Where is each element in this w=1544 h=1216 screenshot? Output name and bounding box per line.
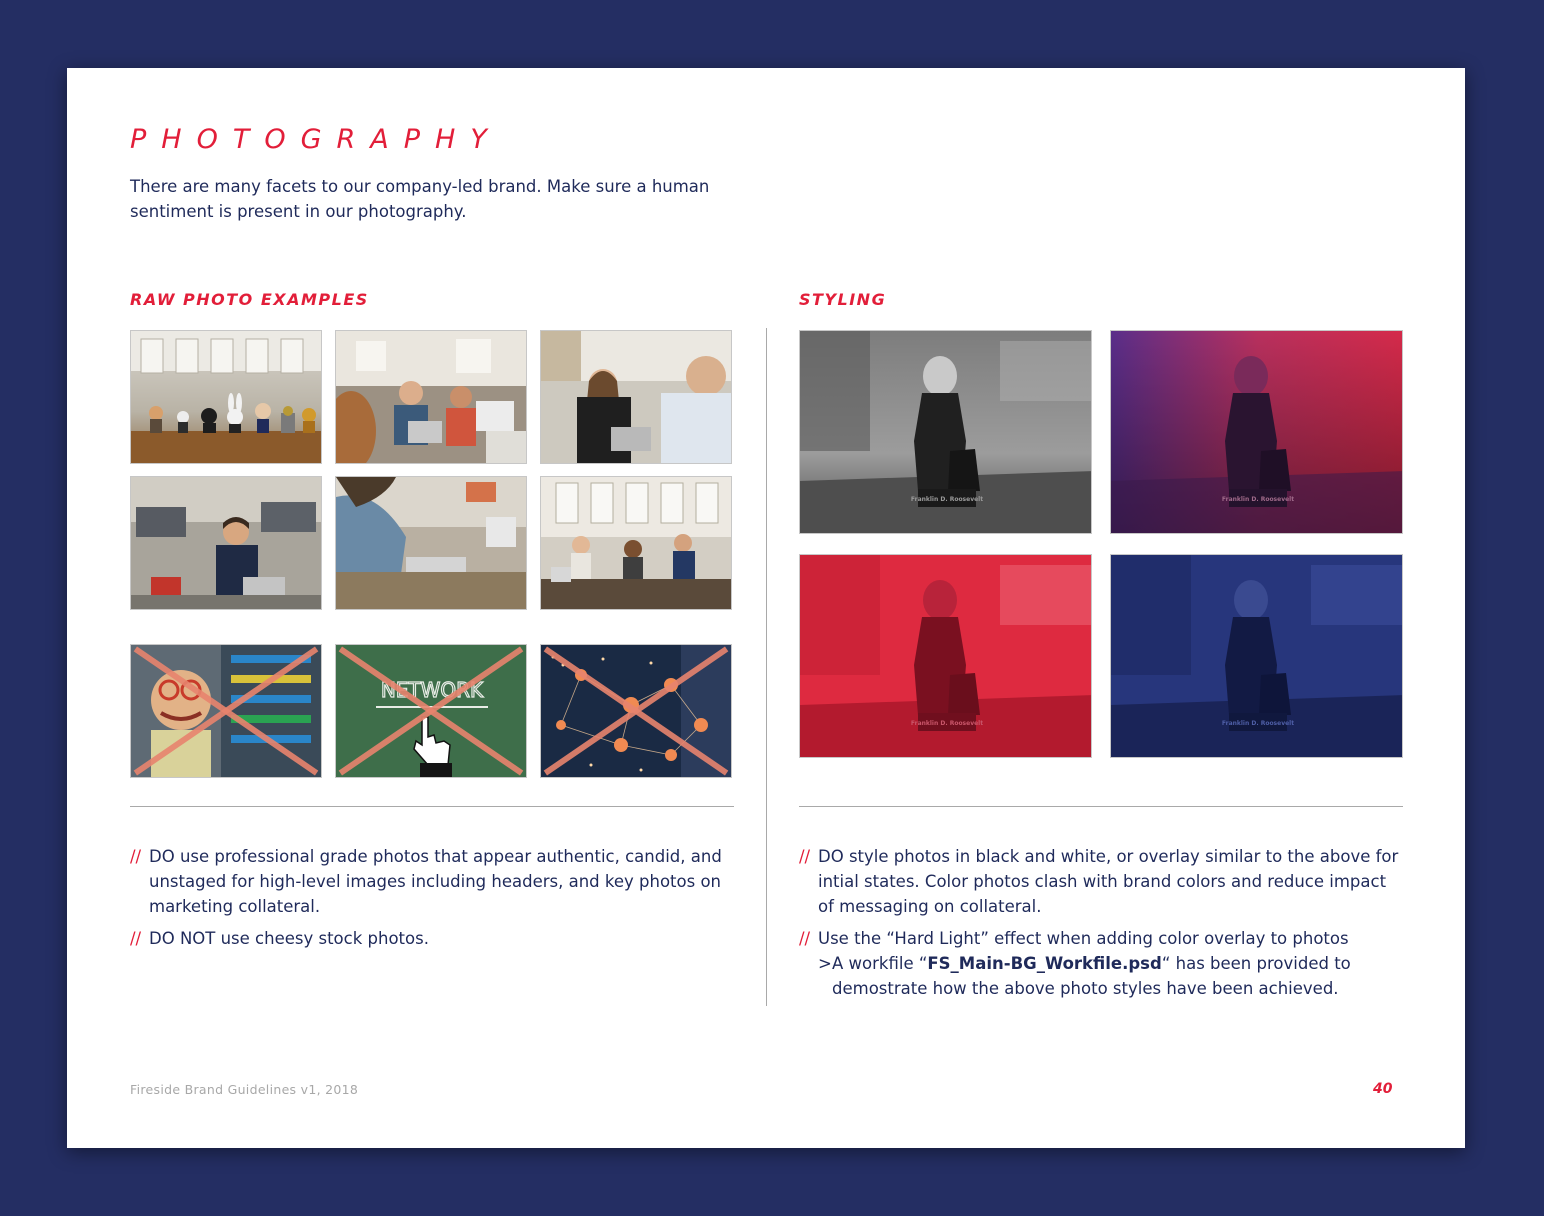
x-mark-icon [131, 645, 321, 777]
styling-photo-red-overlay [799, 554, 1092, 758]
photo-bad-network [335, 644, 527, 778]
footer-document-name: Fireside Brand Guidelines v1, 2018 [130, 1082, 359, 1097]
photo-office-toys [130, 330, 322, 464]
guideline-subitem: > A workfile “FS_Main-BG_Workfile.psd“ has been provided to demostrate how the above photo styles have been achieved. [818, 954, 1351, 998]
svg-text:Franklin D. Roosevelt: Franklin D. Roosevelt [910, 496, 984, 503]
left-guidelines [130, 844, 730, 958]
photo-office-team [540, 476, 732, 610]
left-divider [130, 806, 734, 807]
workfile-name: FS_Main-BG_Workfile.psd [927, 954, 1162, 973]
photo-office-meeting [540, 330, 732, 464]
svg-text:Franklin D. Roosevelt: Franklin D. Roosevelt [1221, 496, 1295, 503]
styling-photo-blue-overlay [1110, 554, 1403, 758]
page-title: PHOTOGRAPHY [130, 124, 502, 155]
styling-photo-magenta-overlay [1110, 330, 1403, 534]
styling-heading: STYLING [799, 290, 887, 309]
right-guidelines [799, 844, 1399, 1008]
photo-office-phone [130, 476, 322, 610]
raw-photo-heading: RAW PHOTO EXAMPLES [130, 290, 369, 309]
column-divider [766, 328, 767, 1006]
photo-office-laptops [335, 330, 527, 464]
guideline-item: // DO style photos in black and white, or overlay similar to the above for intial states. Color photos clash with brand colors and reduce impact of messaging on collateral. [799, 847, 1399, 916]
photo-office-typing [335, 476, 527, 610]
guideline-item: // DO NOT use cheesy stock photos. [130, 929, 429, 948]
guideline-page [67, 68, 1465, 1148]
network-chalk-text: NETWORK [380, 678, 484, 702]
guideline-item: // DO use professional grade photos that appear authentic, candid, and unstaged for high-level images including headers, and key photos on marketing collateral. [130, 847, 722, 916]
x-mark-icon [336, 645, 526, 777]
guideline-item: // Use the “Hard Light” effect when adding color overlay to photos > A workfile “FS_Main-BG_Workfile.psd“ has been provided to demostrate how the above photo styles have been achieved. [799, 926, 1399, 1001]
x-mark-icon [541, 645, 731, 777]
page-number: 40 [1373, 1081, 1393, 1097]
right-divider [799, 806, 1403, 807]
intro-text: There are many facets to our company-led brand. Make sure a human sentiment is present in our photography. [130, 177, 710, 221]
styling-photo-black-white [799, 330, 1092, 534]
photo-bad-social-network [540, 644, 732, 778]
svg-text:Franklin D. Roosevelt: Franklin D. Roosevelt [1221, 720, 1295, 727]
svg-text:Franklin D. Roosevelt: Franklin D. Roosevelt [910, 720, 984, 727]
photo-bad-nerd [130, 644, 322, 778]
